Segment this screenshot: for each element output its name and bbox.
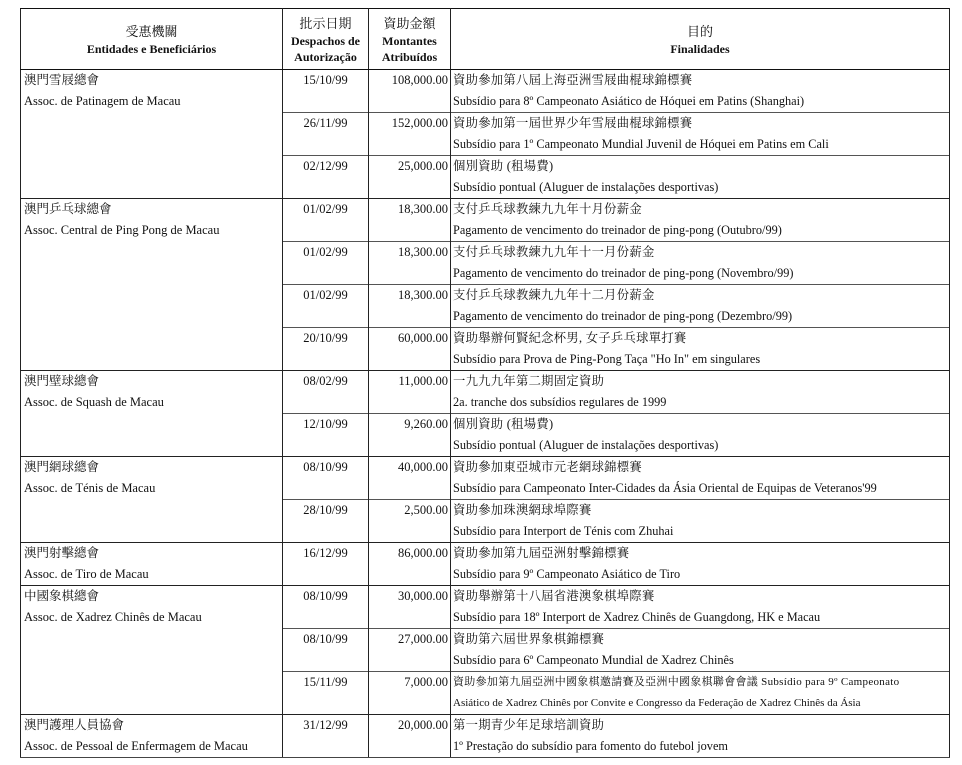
purpose-cell — [451, 156, 950, 199]
purpose-pt: Pagamento de vencimento do treinador de ping-pong (Novembro/99) — [453, 266, 794, 280]
date-cell — [283, 156, 369, 199]
authorization-date: 20/10/99 — [303, 331, 348, 345]
entity-name-pt: Assoc. de Tiro de Macau — [24, 567, 149, 581]
date-cell — [283, 672, 369, 715]
entity-name-pt — [24, 650, 282, 671]
amount-cell — [369, 414, 451, 457]
authorization-date: 08/10/99 — [303, 589, 348, 603]
purpose-cell — [451, 113, 950, 156]
authorization-date: 31/12/99 — [303, 718, 348, 732]
purpose-cell — [451, 285, 950, 328]
purpose-zh: 第一期青少年足球培訓資助 — [453, 718, 605, 732]
amount-value: 60,000.00 — [398, 331, 448, 345]
authorization-date: 15/11/99 — [303, 675, 348, 689]
purpose-zh: 支付乒乓球教練九九年十月份薪金 — [453, 202, 642, 216]
purpose-cell — [451, 199, 950, 242]
entity-name-zh: 中國象棋總會 — [24, 589, 100, 603]
amount-value: 18,300.00 — [398, 288, 448, 302]
entity-name-pt: Assoc. de Squash de Macau — [24, 395, 164, 409]
date-cell — [283, 414, 369, 457]
entity-cell — [21, 543, 283, 586]
purpose-cell — [451, 457, 950, 500]
entity-cell — [21, 328, 283, 371]
amount-value: 7,000.00 — [404, 675, 448, 689]
amount-value: 40,000.00 — [398, 460, 448, 474]
entity-name-zh: 澳門網球總會 — [24, 460, 100, 474]
authorization-date: 16/12/99 — [303, 546, 348, 560]
entity-cell — [21, 414, 283, 457]
header-row — [21, 9, 950, 70]
purpose-cell — [451, 328, 950, 371]
entity-name-zh: 澳門射擊總會 — [24, 546, 100, 560]
purpose-pt: Subsídio para Prova de Ping-Pong Taça "Ho In" em singulares — [453, 352, 761, 366]
date-cell — [283, 199, 369, 242]
amount-cell — [369, 70, 451, 113]
grant-table — [20, 8, 950, 758]
entity-name-pt — [24, 134, 282, 155]
entity-name-zh — [24, 242, 282, 263]
purpose-pt: Pagamento de vencimento do treinador de ping-pong (Dezembro/99) — [453, 309, 793, 323]
date-cell — [283, 242, 369, 285]
col-date-header: 批示日期 Despachos de Autorização — [283, 9, 369, 70]
date-cell — [283, 543, 369, 586]
table-row — [21, 586, 950, 629]
entity-name-zh — [24, 113, 282, 134]
purpose-pt: Asiático de Xadrez Chinês por Convite e Congresso da Federação de Xadrez Chinês da Ásia — [453, 697, 861, 709]
amount-cell — [369, 199, 451, 242]
purpose-zh: 支付乒乓球教練九九年十二月份薪金 — [453, 288, 655, 302]
table-body — [21, 70, 950, 758]
entity-cell — [21, 371, 283, 414]
purpose-zh: 一九九九年第二期固定資助 — [453, 374, 605, 388]
purpose-pt: 1º Prestação do subsídio para fomento do futebol jovem — [453, 739, 728, 753]
entity-name-pt: Assoc. de Xadrez Chinês de Macau — [24, 610, 202, 624]
entity-cell — [21, 500, 283, 543]
table-row — [21, 715, 950, 758]
amount-value: 152,000.00 — [391, 116, 448, 130]
entity-name-pt — [24, 349, 282, 370]
entity-name-pt: Assoc. de Ténis de Macau — [24, 481, 156, 495]
date-cell — [283, 70, 369, 113]
entity-name-zh — [24, 672, 282, 693]
amount-value: 30,000.00 — [398, 589, 448, 603]
purpose-pt: Subsídio para 18º Interport de Xadrez Chinês de Guangdong, HK e Macau — [453, 610, 821, 624]
purpose-pt: Subsídio para 8º Campeonato Asiático de Hóquei em Patins (Shanghai) — [453, 94, 805, 108]
table-row — [21, 543, 950, 586]
entity-name-pt — [24, 435, 282, 456]
amount-cell — [369, 500, 451, 543]
entity-name-pt: Assoc. Central de Ping Pong de Macau — [24, 223, 220, 237]
entity-name-pt — [24, 306, 282, 327]
table-row — [21, 672, 950, 715]
purpose-cell — [451, 715, 950, 758]
purpose-zh: 個別資助 (租場費) — [453, 159, 554, 173]
table-row — [21, 113, 950, 156]
purpose-cell — [451, 672, 950, 715]
purpose-pt: Subsídio para Interport de Ténis com Zhuhai — [453, 524, 674, 538]
table-row — [21, 371, 950, 414]
authorization-date: 12/10/99 — [303, 417, 348, 431]
purpose-cell — [451, 70, 950, 113]
authorization-date: 15/10/99 — [303, 73, 348, 87]
col-purpose-header: 目的 Finalidades — [451, 9, 950, 70]
purpose-zh: 資助參加第九屆亞洲中國象棋邀請賽及亞洲中國象棋聯會會議 Subsídio para 9º Campeonato — [453, 676, 900, 688]
amount-value: 20,000.00 — [398, 718, 448, 732]
entity-name-pt: Assoc. de Pessoal de Enfermagem de Macau — [24, 739, 248, 753]
purpose-pt: 2a. tranche dos subsídios regulares de 1999 — [453, 395, 667, 409]
table-row — [21, 242, 950, 285]
purpose-cell — [451, 242, 950, 285]
entity-cell — [21, 156, 283, 199]
purpose-pt: Subsídio pontual (Aluguer de instalações desportivas) — [453, 438, 719, 452]
entity-name-zh: 澳門雪屐總會 — [24, 73, 100, 87]
entity-cell — [21, 70, 283, 113]
amount-value: 2,500.00 — [404, 503, 448, 517]
authorization-date: 08/10/99 — [303, 632, 348, 646]
col-entity-header: 受惠機關 Entidades e Beneficiários — [21, 9, 283, 70]
entity-name-pt — [24, 177, 282, 198]
amount-cell — [369, 371, 451, 414]
entity-cell — [21, 715, 283, 758]
authorization-date: 01/02/99 — [303, 202, 348, 216]
amount-value: 11,000.00 — [398, 374, 448, 388]
amount-value: 108,000.00 — [391, 73, 448, 87]
purpose-zh: 資助參加第一屆世界少年雪屐曲棍球錦標賽 — [453, 116, 693, 130]
authorization-date: 08/10/99 — [303, 460, 348, 474]
amount-cell — [369, 715, 451, 758]
amount-cell — [369, 285, 451, 328]
purpose-cell — [451, 500, 950, 543]
purpose-zh: 資助參加第八屆上海亞洲雪屐曲棍球錦標賽 — [453, 73, 693, 87]
date-cell — [283, 113, 369, 156]
amount-cell — [369, 328, 451, 371]
entity-name-pt — [24, 521, 282, 542]
entity-cell — [21, 113, 283, 156]
table-row — [21, 156, 950, 199]
entity-name-pt — [24, 693, 282, 714]
entity-cell — [21, 586, 283, 629]
entity-name-pt: Assoc. de Patinagem de Macau — [24, 94, 181, 108]
amount-value: 9,260.00 — [404, 417, 448, 431]
entity-name-zh — [24, 156, 282, 177]
table-row — [21, 500, 950, 543]
purpose-cell — [451, 414, 950, 457]
purpose-pt: Pagamento de vencimento do treinador de ping-pong (Outubro/99) — [453, 223, 782, 237]
amount-value: 86,000.00 — [398, 546, 448, 560]
authorization-date: 08/02/99 — [303, 374, 348, 388]
date-cell — [283, 629, 369, 672]
table-row — [21, 285, 950, 328]
entity-name-pt — [24, 263, 282, 284]
entity-name-zh — [24, 285, 282, 306]
purpose-cell — [451, 629, 950, 672]
entity-cell — [21, 629, 283, 672]
table-row — [21, 629, 950, 672]
amount-cell — [369, 672, 451, 715]
purpose-pt: Subsídio para 1º Campeonato Mundial Juvenil de Hóquei em Patins em Cali — [453, 137, 829, 151]
entity-name-zh: 澳門護理人員協會 — [24, 718, 125, 732]
date-cell — [283, 715, 369, 758]
purpose-zh: 資助舉辦何賢紀念杯男, 女子乒乓球單打賽 — [453, 331, 687, 345]
entity-cell — [21, 199, 283, 242]
date-cell — [283, 285, 369, 328]
entity-name-zh — [24, 629, 282, 650]
amount-cell — [369, 156, 451, 199]
amount-cell — [369, 242, 451, 285]
authorization-date: 01/02/99 — [303, 245, 348, 259]
purpose-zh: 資助舉辦第十八屆省港澳象棋埠際賽 — [453, 589, 655, 603]
table-row — [21, 457, 950, 500]
col-amount-header: 資助金額 Montantes Atribuídos — [369, 9, 451, 70]
date-cell — [283, 457, 369, 500]
amount-cell — [369, 457, 451, 500]
table-row — [21, 199, 950, 242]
entity-cell — [21, 672, 283, 715]
entity-cell — [21, 242, 283, 285]
entity-name-zh — [24, 500, 282, 521]
amount-cell — [369, 586, 451, 629]
entity-cell — [21, 457, 283, 500]
amount-cell — [369, 543, 451, 586]
purpose-cell — [451, 371, 950, 414]
purpose-cell — [451, 543, 950, 586]
purpose-pt: Subsídio pontual (Aluguer de instalações desportivas) — [453, 180, 719, 194]
table-row — [21, 328, 950, 371]
purpose-zh: 資助參加東亞城市元老網球錦標賽 — [453, 460, 642, 474]
table-row — [21, 414, 950, 457]
purpose-zh: 資助參加第九屆亞洲射擊錦標賽 — [453, 546, 630, 560]
date-cell — [283, 500, 369, 543]
entity-name-zh: 澳門乒乓球總會 — [24, 202, 112, 216]
date-cell — [283, 371, 369, 414]
entity-name-zh — [24, 414, 282, 435]
purpose-zh: 支付乒乓球教練九九年十一月份薪金 — [453, 245, 655, 259]
amount-cell — [369, 629, 451, 672]
amount-value: 25,000.00 — [398, 159, 448, 173]
date-cell — [283, 586, 369, 629]
authorization-date: 26/11/99 — [303, 116, 348, 130]
purpose-pt: Subsídio para Campeonato Inter-Cidades da Ásia Oriental de Equipas de Veteranos'99 — [453, 481, 877, 495]
authorization-date: 28/10/99 — [303, 503, 348, 517]
purpose-pt: Subsídio para 6º Campeonato Mundial de Xadrez Chinês — [453, 653, 734, 667]
authorization-date: 01/02/99 — [303, 288, 348, 302]
entity-name-zh — [24, 328, 282, 349]
entity-name-zh: 澳門壁球總會 — [24, 374, 100, 388]
table-row — [21, 70, 950, 113]
amount-cell — [369, 113, 451, 156]
purpose-zh: 個別資助 (租場費) — [453, 417, 554, 431]
purpose-zh: 資助參加珠澳網球埠際賽 — [453, 503, 592, 517]
purpose-pt: Subsídio para 9º Campeonato Asiático de Tiro — [453, 567, 681, 581]
purpose-cell — [451, 586, 950, 629]
amount-value: 18,300.00 — [398, 245, 448, 259]
authorization-date: 02/12/99 — [303, 159, 348, 173]
entity-cell — [21, 285, 283, 328]
purpose-zh: 資助第六屆世界象棋錦標賽 — [453, 632, 605, 646]
amount-value: 27,000.00 — [398, 632, 448, 646]
date-cell — [283, 328, 369, 371]
amount-value: 18,300.00 — [398, 202, 448, 216]
